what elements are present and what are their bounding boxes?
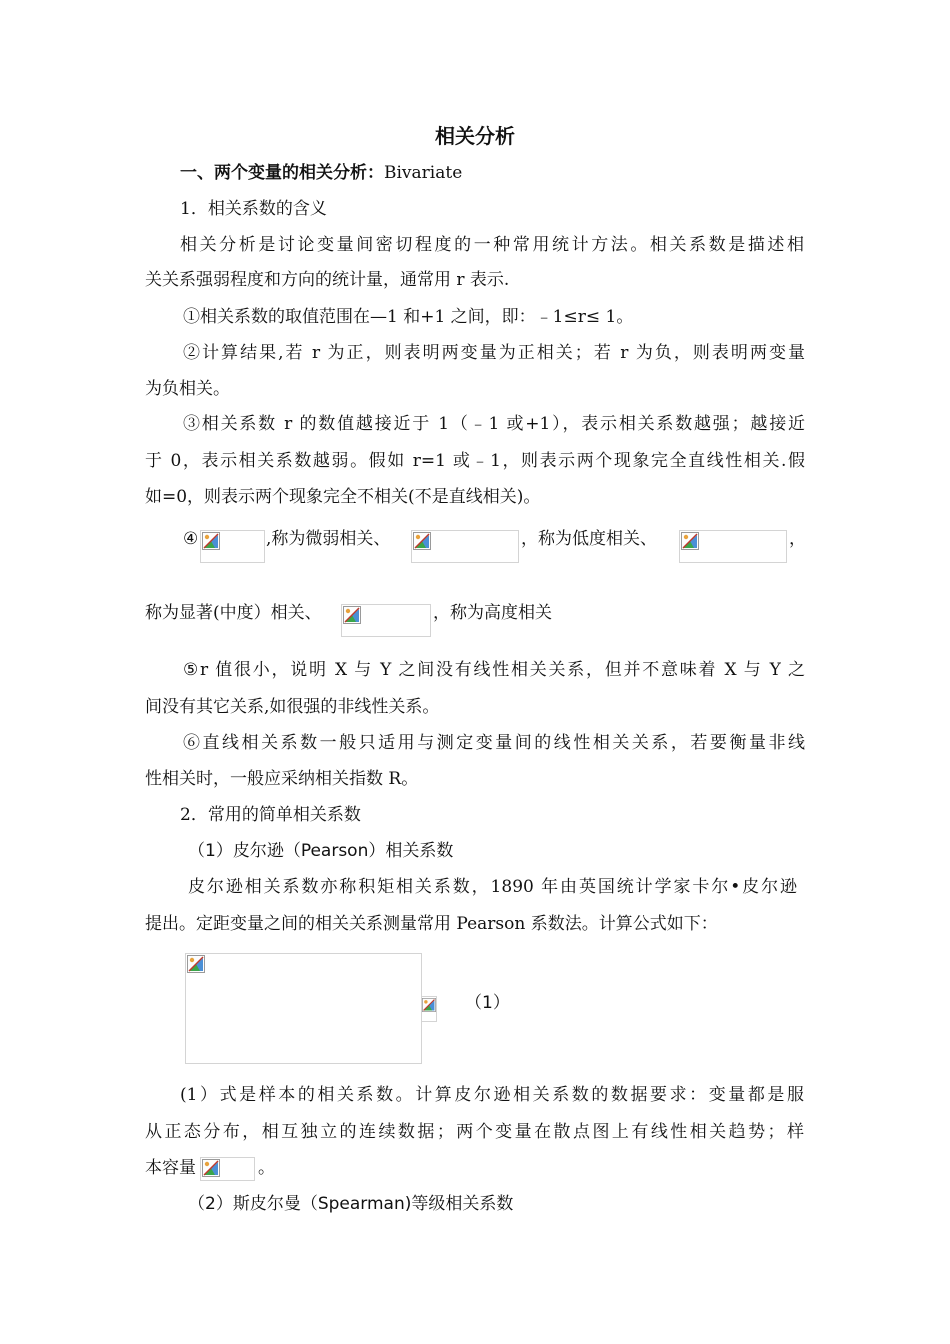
clause-2-line: ②计算结果,若 r 为正，则表明两变量为正相关；若 r 为负，则表明两变量 (183, 343, 805, 363)
formula-image-high (341, 604, 431, 637)
clause-6-line: ⑥直线相关系数一般只适用与测定变量间的线性相关关系，若要衡量非线 (183, 733, 805, 753)
pearson-paragraph-line: 皮尔逊相关系数亦称积矩相关系数，1890 年由英国统计学家卡尔•皮尔逊 (188, 877, 797, 897)
equation-number: （1） (465, 993, 510, 1013)
clause-4-comma: ， (789, 529, 806, 549)
pearson-paragraph-line: 提出。定距变量之间的相关关系测量常用 Pearson 系数法。计算公式如下： (145, 914, 718, 934)
subsection-pearson: （1）皮尔逊（Pearson）相关系数 (188, 841, 454, 861)
requirements-line: 从正态分布，相互独立的连续数据；两个变量在散点图上有线性相关趋势；样 (145, 1122, 804, 1142)
paragraph-line: 关关系强弱程度和方向的统计量，通常用 r 表示. (145, 270, 510, 290)
formula-image-low (411, 530, 519, 563)
requirements-line: (1）式是样本的相关系数。计算皮尔逊相关系数的数据要求：变量都是服 (180, 1085, 804, 1105)
item-1-heading: 1．相关系数的含义 (180, 199, 327, 219)
clause-1: ①相关系数的取值范围在—1 和+1 之间，即：﹣1≤r≤ 1。 (183, 307, 634, 327)
clause-4-high-text: ，称为高度相关 (433, 603, 552, 623)
section-heading-en: Bivariate (384, 163, 463, 183)
formula-image-significant (679, 530, 787, 563)
clause-3-line: ③相关系数 r 的数值越接近于 1（﹣1 或+1），表示相关系数越强；越接近 (183, 414, 805, 434)
clause-4-weak-text: ,称为微弱相关、 (266, 529, 391, 549)
clause-4-low-text: ，称为低度相关、 (521, 529, 657, 549)
broken-image-icon (413, 532, 431, 550)
formula-image-weak (200, 530, 265, 563)
broken-image-icon (343, 606, 361, 624)
requirements-end: 。 (258, 1158, 275, 1178)
paragraph-line: 相关分析是讨论变量间密切程度的一种常用统计方法。相关系数是描述相 (180, 235, 804, 255)
section-heading-text: 一、两个变量的相关分析： (180, 163, 384, 183)
subsection-spearman: （2）斯皮尔曼（Spearman)等级相关系数 (188, 1194, 514, 1214)
clause-3-line: 于 0，表示相关系数越弱。假如 r=1 或﹣1，则表示两个现象完全直线性相关.假 (145, 451, 805, 471)
broken-image-icon (422, 998, 436, 1012)
clause-5-line: ⑤r 值很小，说明 X 与 Y 之间没有线性相关关系，但并不意味着 X 与 Y 之 (183, 660, 805, 680)
sample-size-image (200, 1157, 255, 1181)
broken-image-icon (681, 532, 699, 550)
pearson-formula-image (185, 953, 422, 1064)
section-heading (180, 163, 462, 183)
clause-3-line: 如=0，则表示两个现象完全不相关(不是直线相关)。 (145, 487, 541, 507)
clause-4-marker: ④ (183, 529, 199, 549)
clause-2-line: 为负相关。 (145, 379, 230, 399)
broken-image-icon (187, 955, 205, 973)
clause-6-line: 性相关时，一般应采纳相关指数 R。 (145, 769, 419, 789)
clause-4-significant-text: 称为显著(中度）相关、 (145, 603, 322, 623)
formula-small-image (421, 996, 437, 1022)
requirements-line: 本容量 (145, 1158, 196, 1178)
clause-5-line: 间没有其它关系,如很强的非线性关系。 (145, 697, 440, 717)
broken-image-icon (202, 532, 220, 550)
page-title: 相关分析 (435, 124, 515, 148)
broken-image-icon (202, 1159, 220, 1177)
item-2-heading: 2．常用的简单相关系数 (180, 805, 361, 825)
